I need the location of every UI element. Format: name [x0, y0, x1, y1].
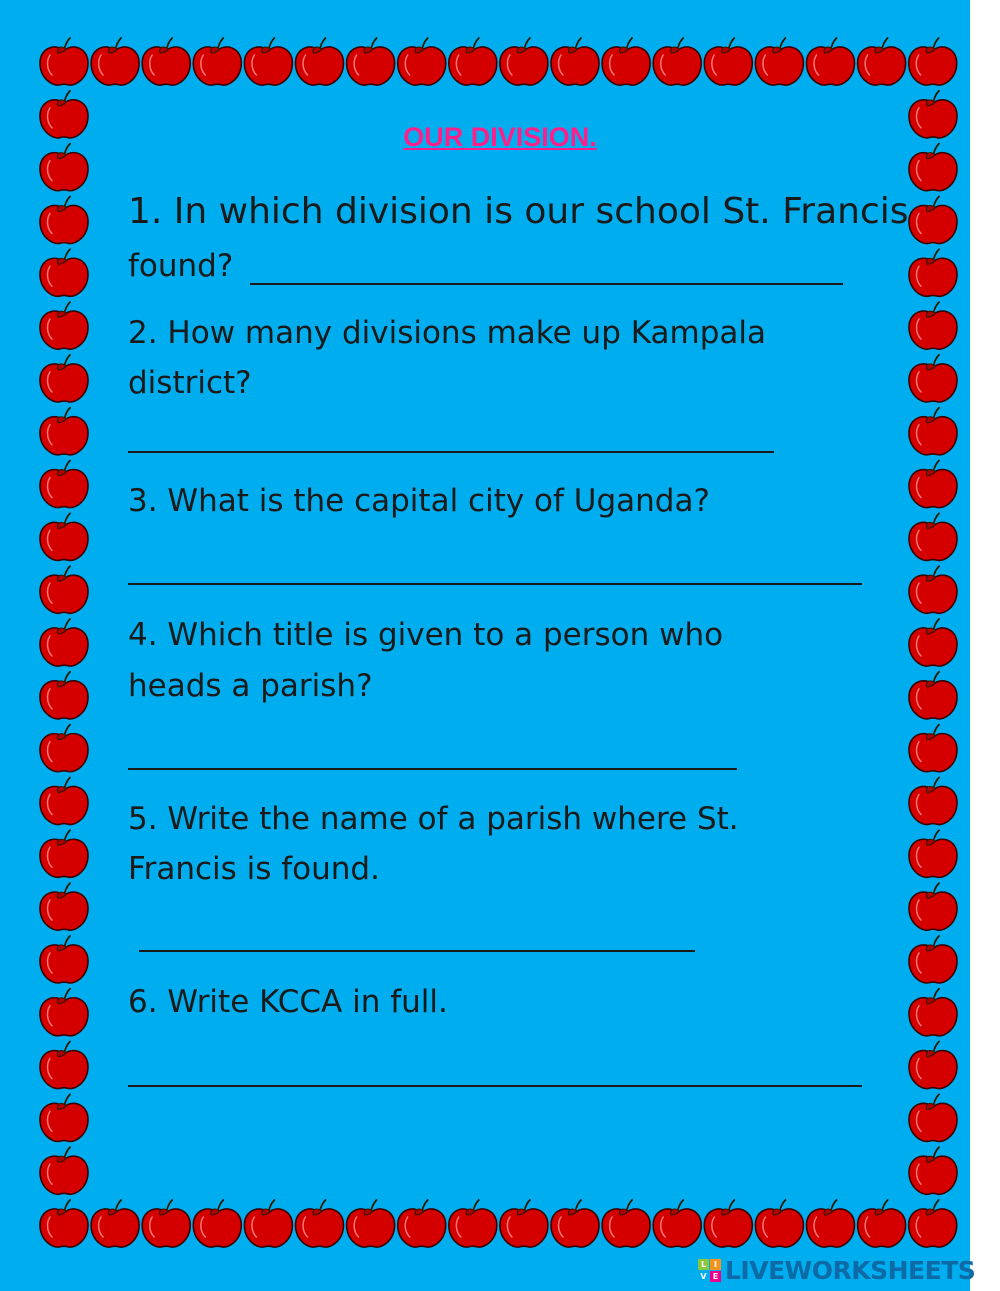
red-apple-icon: [909, 777, 957, 824]
red-apple-icon: [909, 1147, 957, 1194]
liveworksheets-logo: [698, 1255, 975, 1285]
red-apple-icon: [909, 461, 957, 508]
red-apple-icon: [704, 1200, 752, 1247]
red-apple-icon: [602, 1200, 650, 1247]
red-apple-icon: [449, 38, 497, 85]
red-apple-icon: [500, 38, 548, 85]
answer-line-6[interactable]: [128, 1085, 862, 1087]
red-apple-icon: [500, 1200, 548, 1247]
red-apple-icon: [296, 1200, 344, 1247]
logo-letter-l: L: [698, 1259, 709, 1270]
red-apple-icon: [40, 936, 88, 983]
red-apple-icon: [40, 989, 88, 1036]
red-apple-icon: [40, 672, 88, 719]
red-apple-icon: [244, 1200, 292, 1247]
red-apple-icon: [858, 38, 906, 85]
red-apple-icon: [40, 302, 88, 349]
red-apple-icon: [909, 672, 957, 719]
red-apple-icon: [40, 513, 88, 560]
red-apple-icon: [909, 1094, 957, 1141]
answer-line-3[interactable]: [128, 583, 862, 585]
red-apple-icon: [909, 513, 957, 560]
red-apple-icon: [551, 1200, 599, 1247]
liveworksheets-logo-mark: [698, 1259, 721, 1282]
red-apple-icon: [909, 249, 957, 296]
red-apple-icon: [551, 38, 599, 85]
red-apple-icon: [909, 1200, 957, 1247]
answer-line-5[interactable]: [139, 950, 695, 952]
red-apple-icon: [398, 38, 446, 85]
question-6: 6. Write KCCA in full.: [128, 984, 448, 1020]
question-1: [128, 186, 909, 239]
red-apple-icon: [909, 883, 957, 930]
red-apple-icon: [40, 1147, 88, 1194]
question-1-line-1: 1. In which division is our school St. Francis: [128, 191, 909, 232]
red-apple-icon: [653, 38, 701, 85]
red-apple-icon: [296, 38, 344, 85]
red-apple-icon: [909, 566, 957, 613]
red-apple-icon: [40, 461, 88, 508]
red-apple-icon: [909, 619, 957, 666]
red-apple-icon: [909, 408, 957, 455]
question-1-line-2: found?: [128, 248, 234, 284]
red-apple-icon: [40, 196, 88, 243]
red-apple-icon: [704, 38, 752, 85]
red-apple-icon: [347, 1200, 395, 1247]
red-apple-icon: [244, 38, 292, 85]
question-2: 2. How many divisions make up Kampala: [128, 315, 766, 351]
red-apple-icon: [40, 566, 88, 613]
red-apple-icon: [40, 355, 88, 402]
answer-line-1[interactable]: [250, 283, 843, 285]
red-apple-icon: [40, 830, 88, 877]
question-4-line-2: heads a parish?: [128, 668, 373, 704]
red-apple-icon: [909, 830, 957, 877]
answer-line-4[interactable]: [128, 768, 737, 770]
red-apple-icon: [40, 1094, 88, 1141]
red-apple-icon: [449, 1200, 497, 1247]
red-apple-icon: [91, 38, 139, 85]
red-apple-icon: [602, 38, 650, 85]
logo-letter-e: E: [710, 1271, 721, 1282]
red-apple-icon: [193, 1200, 241, 1247]
question-2-line-2: district?: [128, 365, 252, 401]
red-apple-icon: [909, 302, 957, 349]
red-apple-icon: [40, 619, 88, 666]
red-apple-icon: [807, 38, 855, 85]
worksheet-title: OUR DIVISION.: [403, 122, 597, 152]
red-apple-icon: [755, 1200, 803, 1247]
question-3: 3. What is the capital city of Uganda?: [128, 483, 710, 519]
red-apple-icon: [40, 38, 88, 85]
red-apple-icon: [807, 1200, 855, 1247]
red-apple-icon: [40, 725, 88, 772]
red-apple-icon: [858, 1200, 906, 1247]
red-apple-icon: [909, 196, 957, 243]
red-apple-icon: [40, 1042, 88, 1089]
red-apple-icon: [91, 1200, 139, 1247]
answer-line-2[interactable]: [128, 451, 774, 453]
red-apple-icon: [40, 1200, 88, 1247]
question-5: 5. Write the name of a parish where St.: [128, 801, 739, 837]
red-apple-icon: [755, 38, 803, 85]
red-apple-icon: [193, 38, 241, 85]
red-apple-icon: [398, 1200, 446, 1247]
red-apple-icon: [40, 777, 88, 824]
red-apple-icon: [347, 38, 395, 85]
red-apple-icon: [909, 38, 957, 85]
red-apple-icon: [909, 989, 957, 1036]
question-4: 4. Which title is given to a person who: [128, 617, 724, 653]
red-apple-icon: [909, 936, 957, 983]
red-apple-icon: [142, 38, 190, 85]
red-apple-icon: [40, 883, 88, 930]
question-5-line-2: Francis is found.: [128, 851, 380, 887]
logo-letter-v: V: [698, 1271, 709, 1282]
red-apple-icon: [653, 1200, 701, 1247]
red-apple-icon: [142, 1200, 190, 1247]
logo-letter-i: I: [710, 1259, 721, 1270]
red-apple-icon: [909, 1042, 957, 1089]
red-apple-icon: [909, 725, 957, 772]
red-apple-icon: [40, 408, 88, 455]
red-apple-icon: [909, 355, 957, 402]
liveworksheets-logo-text: LIVEWORKSHEETS: [725, 1255, 976, 1285]
red-apple-icon: [40, 249, 88, 296]
